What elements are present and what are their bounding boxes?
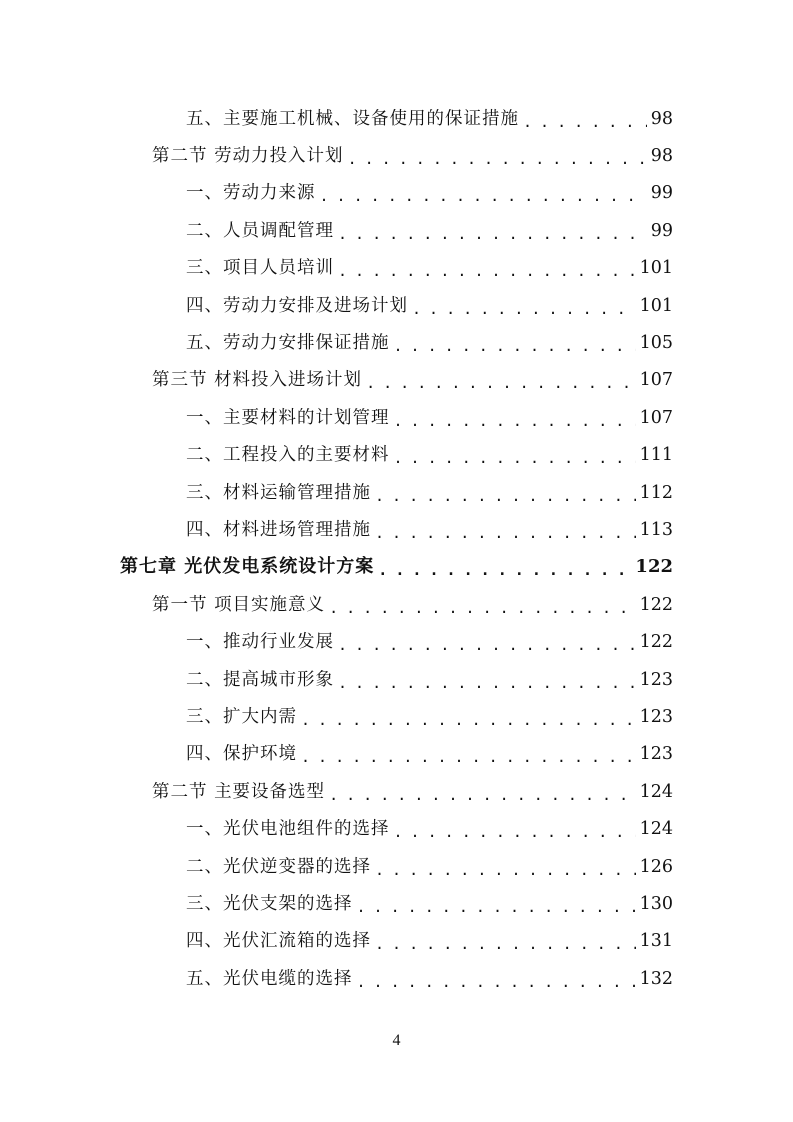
toc-dot-leader bbox=[378, 559, 631, 581]
toc-subsection-entry[interactable] bbox=[0, 437, 793, 474]
toc-dot-leader bbox=[357, 896, 636, 918]
toc-entry-page: 124 bbox=[639, 819, 673, 840]
toc-dot-leader bbox=[375, 933, 636, 955]
toc-subsection-entry[interactable] bbox=[0, 848, 793, 885]
toc-entry-title: 五、主要施工机械、设备使用的保证措施 bbox=[186, 108, 519, 129]
table-of-contents bbox=[0, 100, 793, 997]
toc-dot-leader bbox=[329, 784, 636, 806]
toc-entry-page: 98 bbox=[650, 108, 673, 129]
toc-entry-page: 130 bbox=[639, 893, 673, 914]
toc-subsection-entry[interactable] bbox=[0, 698, 793, 735]
toc-entry-page: 122 bbox=[639, 632, 673, 653]
toc-entry-page: 107 bbox=[639, 407, 673, 428]
toc-subsection-entry[interactable] bbox=[0, 100, 793, 137]
toc-entry-page: 132 bbox=[639, 968, 673, 989]
toc-entry-title: 一、主要材料的计划管理 bbox=[186, 407, 390, 428]
toc-entry-page: 99 bbox=[650, 220, 673, 241]
toc-subsection-entry[interactable] bbox=[0, 287, 793, 324]
toc-entry-page: 123 bbox=[639, 744, 673, 765]
toc-dot-leader bbox=[394, 410, 636, 432]
toc-chapter-entry[interactable] bbox=[0, 549, 793, 586]
toc-entry-title: 三、项目人员培训 bbox=[186, 258, 334, 279]
toc-dot-leader bbox=[375, 485, 636, 507]
toc-entry-page: 122 bbox=[635, 556, 673, 578]
page-number: 4 bbox=[392, 1032, 401, 1049]
toc-entry-page: 131 bbox=[639, 931, 673, 952]
toc-dot-leader bbox=[320, 185, 647, 207]
toc-entry-title: 二、人员调配管理 bbox=[186, 220, 334, 241]
toc-subsection-entry[interactable] bbox=[0, 661, 793, 698]
toc-entry-title: 三、扩大内需 bbox=[186, 706, 297, 727]
toc-subsection-entry[interactable] bbox=[0, 175, 793, 212]
toc-dot-leader bbox=[338, 260, 636, 282]
toc-dot-leader bbox=[394, 821, 636, 843]
toc-entry-page: 105 bbox=[639, 333, 673, 354]
toc-section-entry[interactable] bbox=[0, 773, 793, 810]
toc-entry-title: 一、光伏电池组件的选择 bbox=[186, 819, 390, 840]
toc-entry-title: 一、推动行业发展 bbox=[186, 632, 334, 653]
toc-entry-title: 四、材料进场管理措施 bbox=[186, 519, 371, 540]
toc-dot-leader bbox=[375, 859, 636, 881]
toc-entry-page: 98 bbox=[650, 146, 673, 167]
toc-section-entry[interactable] bbox=[0, 362, 793, 399]
toc-entry-title: 一、劳动力来源 bbox=[186, 183, 316, 204]
toc-section-entry[interactable] bbox=[0, 137, 793, 174]
toc-entry-page: 112 bbox=[639, 482, 673, 503]
toc-dot-leader bbox=[338, 634, 636, 656]
toc-entry-page: 113 bbox=[639, 519, 673, 540]
toc-dot-leader bbox=[329, 597, 636, 619]
toc-subsection-entry[interactable] bbox=[0, 511, 793, 548]
toc-dot-leader bbox=[394, 335, 636, 357]
toc-subsection-entry[interactable] bbox=[0, 736, 793, 773]
toc-entry-title: 第二节 劳动力投入计划 bbox=[152, 146, 344, 167]
toc-subsection-entry[interactable] bbox=[0, 885, 793, 922]
toc-entry-page: 101 bbox=[639, 258, 673, 279]
toc-dot-leader bbox=[338, 672, 636, 694]
toc-subsection-entry[interactable] bbox=[0, 212, 793, 249]
toc-entry-title: 四、保护环境 bbox=[186, 744, 297, 765]
toc-entry-title: 四、劳动力安排及进场计划 bbox=[186, 295, 408, 316]
toc-entry-page: 111 bbox=[639, 445, 673, 466]
toc-dot-leader bbox=[523, 111, 647, 133]
toc-dot-leader bbox=[348, 148, 647, 170]
toc-subsection-entry[interactable] bbox=[0, 810, 793, 847]
toc-entry-title: 第一节 项目实施意义 bbox=[152, 594, 326, 615]
toc-entry-title: 五、劳动力安排保证措施 bbox=[186, 333, 390, 354]
toc-subsection-entry[interactable] bbox=[0, 474, 793, 511]
toc-dot-leader bbox=[412, 298, 636, 320]
toc-dot-leader bbox=[357, 971, 636, 993]
toc-entry-page: 123 bbox=[639, 669, 673, 690]
toc-entry-title: 二、提高城市形象 bbox=[186, 669, 334, 690]
toc-entry-title: 第三节 材料投入进场计划 bbox=[152, 370, 363, 391]
toc-entry-page: 124 bbox=[639, 781, 673, 802]
toc-dot-leader bbox=[366, 372, 636, 394]
toc-entry-page: 107 bbox=[639, 370, 673, 391]
toc-dot-leader bbox=[301, 746, 636, 768]
toc-entry-page: 126 bbox=[639, 856, 673, 877]
toc-entry-title: 四、光伏汇流箱的选择 bbox=[186, 931, 371, 952]
toc-dot-leader bbox=[338, 223, 647, 245]
toc-entry-title: 五、光伏电缆的选择 bbox=[186, 968, 353, 989]
toc-entry-title: 二、光伏逆变器的选择 bbox=[186, 856, 371, 877]
toc-subsection-entry[interactable] bbox=[0, 250, 793, 287]
toc-dot-leader bbox=[301, 709, 636, 731]
toc-entry-page: 101 bbox=[639, 295, 673, 316]
toc-entry-title: 三、光伏支架的选择 bbox=[186, 893, 353, 914]
toc-entry-page: 123 bbox=[639, 706, 673, 727]
toc-entry-title: 第二节 主要设备选型 bbox=[152, 781, 326, 802]
toc-dot-leader bbox=[394, 447, 636, 469]
toc-entry-page: 122 bbox=[639, 594, 673, 615]
toc-subsection-entry[interactable] bbox=[0, 324, 793, 361]
toc-entry-title: 第七章 光伏发电系统设计方案 bbox=[120, 556, 375, 578]
toc-subsection-entry[interactable] bbox=[0, 623, 793, 660]
toc-entry-page: 99 bbox=[650, 183, 673, 204]
toc-subsection-entry[interactable] bbox=[0, 399, 793, 436]
toc-entry-title: 三、材料运输管理措施 bbox=[186, 482, 371, 503]
toc-subsection-entry[interactable] bbox=[0, 960, 793, 997]
toc-section-entry[interactable] bbox=[0, 586, 793, 623]
toc-dot-leader bbox=[375, 522, 636, 544]
toc-entry-title: 二、工程投入的主要材料 bbox=[186, 445, 390, 466]
toc-subsection-entry[interactable] bbox=[0, 923, 793, 960]
